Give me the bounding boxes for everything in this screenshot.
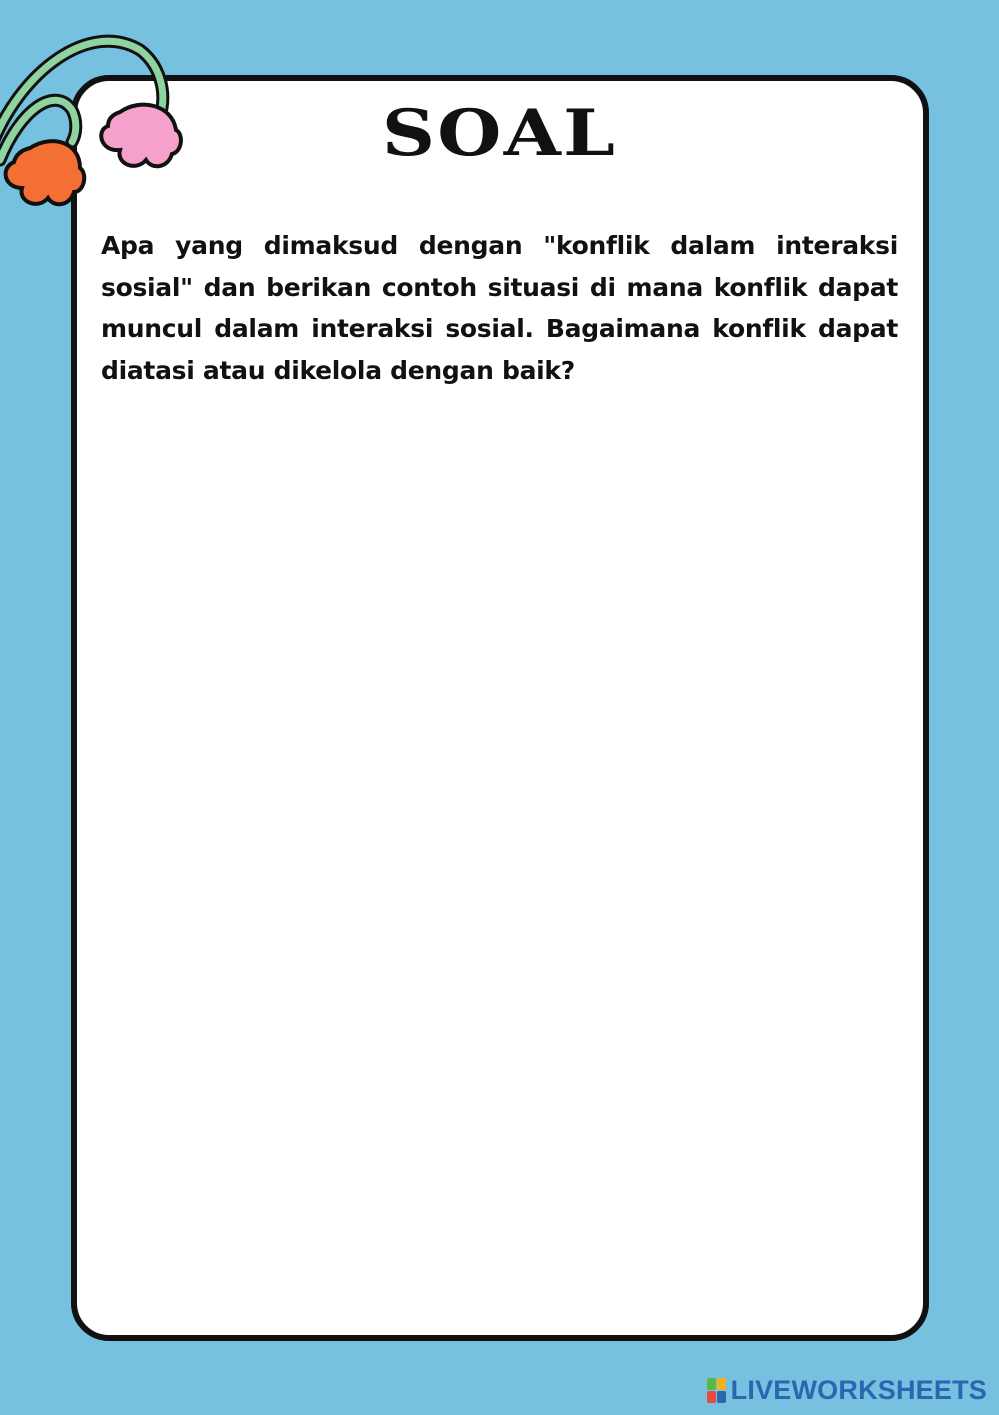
brand-watermark: [707, 1375, 987, 1406]
liveworksheets-logo-icon: [707, 1378, 727, 1404]
worksheet-title: SOAL: [381, 96, 618, 171]
question-text: Apa yang dimaksud dengan "konflik dalam interaksi sosial" dan berikan contoh situasi di mana konflik dapat muncul dalam interaksi sosial. Bagaimana konflik dapat diatasi atau dikelola dengan baik?: [101, 231, 898, 385]
brand-label: LIVEWORKSHEETS: [730, 1375, 987, 1405]
